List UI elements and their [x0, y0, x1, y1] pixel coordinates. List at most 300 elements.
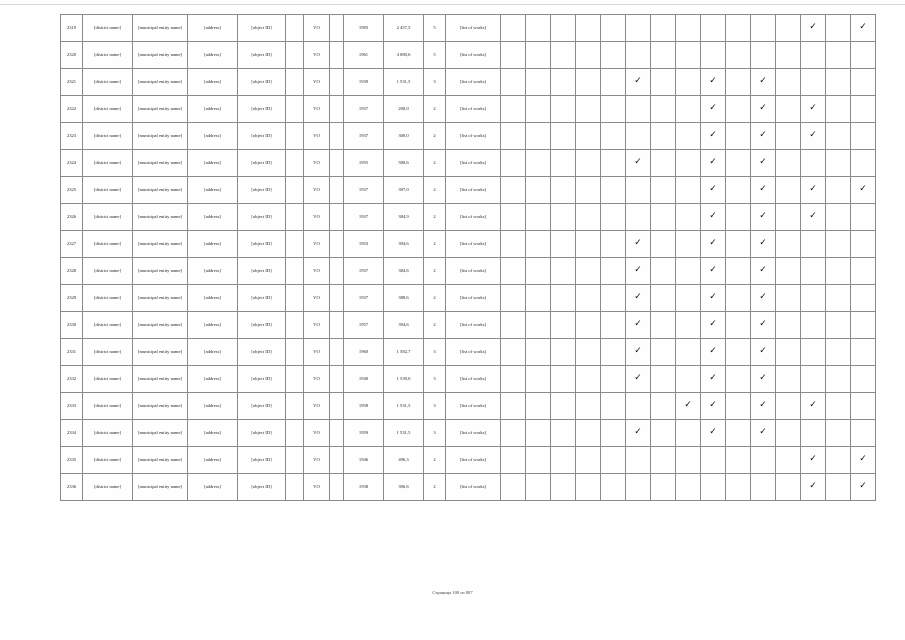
check-cell: [776, 366, 801, 393]
type-cell: VO: [304, 123, 330, 150]
row-number-cell: 2334: [61, 420, 83, 447]
check-cell: [851, 312, 876, 339]
table-row: [61, 312, 876, 339]
check-cell: [701, 393, 726, 420]
area-cell: 397,0: [384, 177, 424, 204]
check-cell: [551, 393, 576, 420]
floors-cell: 3: [424, 420, 446, 447]
address-cell: [address]: [188, 420, 238, 447]
checkmark-icon: ✓: [634, 373, 642, 384]
check-cell: [601, 15, 626, 42]
year-cell: 1983: [344, 15, 384, 42]
type-cell: VO: [304, 339, 330, 366]
type-cell: VO: [304, 42, 330, 69]
check-cell: [851, 420, 876, 447]
check-cell: [676, 420, 701, 447]
guid-cell: [object ID]: [238, 285, 286, 312]
check-cell: [651, 420, 676, 447]
table-row: [61, 177, 876, 204]
check-cell: [676, 285, 701, 312]
district-cell: [district name]: [83, 393, 133, 420]
check-cell: [801, 231, 826, 258]
check-cell: [626, 96, 651, 123]
works-cell: [list of works]: [446, 204, 501, 231]
municipality-cell: [municipal entity name]: [133, 123, 188, 150]
check-cell: [501, 15, 526, 42]
area-cell: 394,6: [384, 312, 424, 339]
empty-cell: [330, 69, 344, 96]
works-cell: [list of works]: [446, 285, 501, 312]
check-cell: [676, 258, 701, 285]
type-cell: VO: [304, 366, 330, 393]
row-number-cell: 2332: [61, 366, 83, 393]
check-cell: [776, 204, 801, 231]
checkmark-icon: ✓: [634, 346, 642, 357]
check-cell: [551, 15, 576, 42]
check-cell: [501, 123, 526, 150]
area-cell: 496,3: [384, 447, 424, 474]
check-cell: [601, 312, 626, 339]
guid-cell: [object ID]: [238, 366, 286, 393]
empty-cell: [286, 150, 304, 177]
municipality-cell: [municipal entity name]: [133, 366, 188, 393]
check-cell: [751, 312, 776, 339]
check-cell: [526, 393, 551, 420]
check-cell: [501, 96, 526, 123]
year-cell: 1937: [344, 285, 384, 312]
check-cell: [851, 69, 876, 96]
check-cell: [726, 42, 751, 69]
check-cell: [576, 42, 601, 69]
works-cell: [list of works]: [446, 258, 501, 285]
check-cell: [776, 285, 801, 312]
check-cell: [526, 69, 551, 96]
floors-cell: 5: [424, 15, 446, 42]
check-cell: [626, 366, 651, 393]
check-cell: [501, 420, 526, 447]
check-cell: [726, 123, 751, 150]
checkmark-icon: ✓: [634, 265, 642, 276]
check-cell: [776, 231, 801, 258]
municipality-cell: [municipal entity name]: [133, 96, 188, 123]
register-table: [60, 14, 876, 501]
check-cell: [626, 339, 651, 366]
check-cell: [776, 339, 801, 366]
check-cell: [576, 420, 601, 447]
check-cell: [576, 393, 601, 420]
empty-cell: [286, 285, 304, 312]
area-cell: 394,6: [384, 231, 424, 258]
type-cell: VO: [304, 393, 330, 420]
district-cell: [district name]: [83, 285, 133, 312]
checkmark-icon: ✓: [809, 400, 817, 411]
floors-cell: 2: [424, 123, 446, 150]
check-cell: [776, 69, 801, 96]
check-cell: [776, 474, 801, 501]
type-cell: VO: [304, 474, 330, 501]
check-cell: [626, 474, 651, 501]
check-cell: [701, 447, 726, 474]
works-cell: [list of works]: [446, 312, 501, 339]
check-cell: [701, 15, 726, 42]
check-cell: [801, 123, 826, 150]
municipality-cell: [municipal entity name]: [133, 420, 188, 447]
check-cell: [751, 285, 776, 312]
empty-cell: [330, 474, 344, 501]
check-cell: [551, 177, 576, 204]
area-cell: 388,6: [384, 285, 424, 312]
checkmark-icon: ✓: [809, 184, 817, 195]
empty-cell: [286, 366, 304, 393]
check-cell: [601, 150, 626, 177]
municipality-cell: [municipal entity name]: [133, 447, 188, 474]
check-cell: [701, 69, 726, 96]
checkmark-icon: ✓: [709, 130, 717, 141]
district-cell: [district name]: [83, 150, 133, 177]
check-cell: [651, 15, 676, 42]
check-cell: [726, 258, 751, 285]
guid-cell: [object ID]: [238, 69, 286, 96]
check-cell: [576, 15, 601, 42]
check-cell: [851, 447, 876, 474]
check-cell: [576, 177, 601, 204]
check-cell: [826, 366, 851, 393]
municipality-cell: [municipal entity name]: [133, 393, 188, 420]
table-row: [61, 393, 876, 420]
empty-cell: [330, 339, 344, 366]
check-cell: [526, 312, 551, 339]
address-cell: [address]: [188, 15, 238, 42]
district-cell: [district name]: [83, 15, 133, 42]
check-cell: [751, 150, 776, 177]
check-cell: [751, 366, 776, 393]
works-cell: [list of works]: [446, 231, 501, 258]
check-cell: [501, 177, 526, 204]
check-cell: [651, 177, 676, 204]
address-cell: [address]: [188, 96, 238, 123]
area-cell: 1 531,5: [384, 393, 424, 420]
address-cell: [address]: [188, 366, 238, 393]
works-cell: [list of works]: [446, 15, 501, 42]
guid-cell: [object ID]: [238, 258, 286, 285]
check-cell: [501, 366, 526, 393]
check-cell: [751, 42, 776, 69]
check-cell: [626, 42, 651, 69]
year-cell: 1937: [344, 258, 384, 285]
year-cell: 1937: [344, 177, 384, 204]
year-cell: 1953: [344, 231, 384, 258]
check-cell: [676, 96, 701, 123]
area-cell: 500,6: [384, 150, 424, 177]
check-cell: [551, 312, 576, 339]
table-row: [61, 474, 876, 501]
checkmark-icon: ✓: [759, 265, 767, 276]
works-cell: [list of works]: [446, 123, 501, 150]
check-cell: [576, 258, 601, 285]
address-cell: [address]: [188, 123, 238, 150]
checkmark-icon: ✓: [634, 76, 642, 87]
check-cell: [826, 177, 851, 204]
checkmark-icon: ✓: [809, 211, 817, 222]
check-cell: [651, 231, 676, 258]
table-row: [61, 339, 876, 366]
check-cell: [626, 123, 651, 150]
check-cell: [826, 420, 851, 447]
checkmark-icon: ✓: [759, 157, 767, 168]
empty-cell: [286, 258, 304, 285]
district-cell: [district name]: [83, 420, 133, 447]
check-cell: [651, 339, 676, 366]
check-cell: [701, 258, 726, 285]
district-cell: [district name]: [83, 231, 133, 258]
district-cell: [district name]: [83, 258, 133, 285]
check-cell: [651, 474, 676, 501]
works-cell: [list of works]: [446, 69, 501, 96]
row-number-cell: 2333: [61, 393, 83, 420]
check-cell: [501, 285, 526, 312]
check-cell: [826, 123, 851, 150]
area-cell: 384,9: [384, 204, 424, 231]
check-cell: [801, 339, 826, 366]
district-cell: [district name]: [83, 366, 133, 393]
area-cell: 384,6: [384, 258, 424, 285]
check-cell: [626, 393, 651, 420]
check-cell: [826, 96, 851, 123]
check-cell: [526, 204, 551, 231]
year-cell: 1955: [344, 150, 384, 177]
guid-cell: [object ID]: [238, 150, 286, 177]
check-cell: [826, 393, 851, 420]
check-cell: [576, 447, 601, 474]
guid-cell: [object ID]: [238, 96, 286, 123]
district-cell: [district name]: [83, 177, 133, 204]
check-cell: [576, 366, 601, 393]
check-cell: [751, 96, 776, 123]
municipality-cell: [municipal entity name]: [133, 231, 188, 258]
check-cell: [701, 177, 726, 204]
check-cell: [551, 258, 576, 285]
empty-cell: [330, 123, 344, 150]
district-cell: [district name]: [83, 474, 133, 501]
row-number-cell: 2328: [61, 258, 83, 285]
checkmark-icon: ✓: [809, 103, 817, 114]
checkmark-icon: ✓: [859, 22, 867, 33]
guid-cell: [object ID]: [238, 420, 286, 447]
checkmark-icon: ✓: [759, 319, 767, 330]
guid-cell: [object ID]: [238, 447, 286, 474]
check-cell: [651, 204, 676, 231]
row-number-cell: 2329: [61, 285, 83, 312]
check-cell: [826, 312, 851, 339]
year-cell: 1960: [344, 339, 384, 366]
check-cell: [776, 96, 801, 123]
check-cell: [776, 177, 801, 204]
municipality-cell: [municipal entity name]: [133, 15, 188, 42]
check-cell: [776, 420, 801, 447]
check-cell: [851, 231, 876, 258]
check-cell: [776, 393, 801, 420]
check-cell: [626, 69, 651, 96]
check-cell: [526, 420, 551, 447]
works-cell: [list of works]: [446, 474, 501, 501]
check-cell: [701, 96, 726, 123]
check-cell: [526, 474, 551, 501]
guid-cell: [object ID]: [238, 231, 286, 258]
check-cell: [826, 204, 851, 231]
floors-cell: 3: [424, 393, 446, 420]
checkmark-icon: ✓: [709, 238, 717, 249]
check-cell: [551, 69, 576, 96]
check-cell: [801, 204, 826, 231]
empty-cell: [330, 231, 344, 258]
check-cell: [801, 69, 826, 96]
check-cell: [801, 447, 826, 474]
check-cell: [526, 231, 551, 258]
type-cell: VO: [304, 447, 330, 474]
year-cell: 1937: [344, 123, 384, 150]
check-cell: [651, 69, 676, 96]
table-row: [61, 231, 876, 258]
check-cell: [676, 15, 701, 42]
check-cell: [801, 312, 826, 339]
check-cell: [526, 339, 551, 366]
year-cell: 1959: [344, 420, 384, 447]
checkmark-icon: ✓: [759, 76, 767, 87]
check-cell: [651, 393, 676, 420]
check-cell: [601, 177, 626, 204]
table-row: [61, 258, 876, 285]
checkmark-icon: ✓: [809, 454, 817, 465]
empty-cell: [286, 123, 304, 150]
area-cell: 200,0: [384, 96, 424, 123]
guid-cell: [object ID]: [238, 204, 286, 231]
type-cell: VO: [304, 150, 330, 177]
empty-cell: [286, 420, 304, 447]
check-cell: [776, 447, 801, 474]
municipality-cell: [municipal entity name]: [133, 42, 188, 69]
checkmark-icon: ✓: [709, 184, 717, 195]
check-cell: [601, 258, 626, 285]
check-cell: [551, 474, 576, 501]
page-footer: Страница 100 из 807: [432, 590, 473, 595]
type-cell: VO: [304, 420, 330, 447]
checkmark-icon: ✓: [709, 292, 717, 303]
checkmark-icon: ✓: [759, 238, 767, 249]
floors-cell: 2: [424, 447, 446, 474]
empty-cell: [330, 312, 344, 339]
check-cell: [751, 474, 776, 501]
check-cell: [651, 447, 676, 474]
check-cell: [651, 123, 676, 150]
check-cell: [651, 42, 676, 69]
table-row: [61, 420, 876, 447]
empty-cell: [286, 177, 304, 204]
guid-cell: [object ID]: [238, 474, 286, 501]
floors-cell: 2: [424, 96, 446, 123]
checkmark-icon: ✓: [759, 400, 767, 411]
check-cell: [551, 96, 576, 123]
check-cell: [826, 150, 851, 177]
check-cell: [701, 42, 726, 69]
check-cell: [501, 69, 526, 96]
checkmark-icon: ✓: [634, 157, 642, 168]
checkmark-icon: ✓: [759, 184, 767, 195]
year-cell: 1938: [344, 474, 384, 501]
table-row: [61, 15, 876, 42]
empty-cell: [330, 177, 344, 204]
check-cell: [601, 96, 626, 123]
works-cell: [list of works]: [446, 447, 501, 474]
check-cell: [701, 150, 726, 177]
works-cell: [list of works]: [446, 42, 501, 69]
check-cell: [601, 69, 626, 96]
guid-cell: [object ID]: [238, 393, 286, 420]
check-cell: [726, 447, 751, 474]
check-cell: [526, 177, 551, 204]
check-cell: [501, 393, 526, 420]
works-cell: [list of works]: [446, 420, 501, 447]
check-cell: [676, 447, 701, 474]
check-cell: [826, 258, 851, 285]
guid-cell: [object ID]: [238, 339, 286, 366]
checkmark-icon: ✓: [759, 103, 767, 114]
district-cell: [district name]: [83, 339, 133, 366]
check-cell: [851, 393, 876, 420]
checkmark-icon: ✓: [759, 292, 767, 303]
check-cell: [726, 69, 751, 96]
municipality-cell: [municipal entity name]: [133, 339, 188, 366]
guid-cell: [object ID]: [238, 123, 286, 150]
check-cell: [676, 177, 701, 204]
check-cell: [701, 204, 726, 231]
check-cell: [751, 258, 776, 285]
empty-cell: [330, 96, 344, 123]
check-cell: [726, 366, 751, 393]
check-cell: [726, 420, 751, 447]
check-cell: [676, 231, 701, 258]
checkmark-icon: ✓: [709, 76, 717, 87]
address-cell: [address]: [188, 42, 238, 69]
type-cell: VO: [304, 15, 330, 42]
check-cell: [826, 15, 851, 42]
check-cell: [726, 96, 751, 123]
check-cell: [826, 69, 851, 96]
checkmark-icon: ✓: [709, 400, 717, 411]
check-cell: [526, 123, 551, 150]
empty-cell: [330, 285, 344, 312]
check-cell: [501, 150, 526, 177]
check-cell: [851, 150, 876, 177]
check-cell: [651, 150, 676, 177]
empty-cell: [286, 204, 304, 231]
check-cell: [676, 42, 701, 69]
row-number-cell: 2335: [61, 447, 83, 474]
check-cell: [526, 258, 551, 285]
check-cell: [751, 123, 776, 150]
row-number-cell: 2322: [61, 96, 83, 123]
type-cell: VO: [304, 312, 330, 339]
check-cell: [801, 420, 826, 447]
row-number-cell: 2330: [61, 312, 83, 339]
municipality-cell: [municipal entity name]: [133, 150, 188, 177]
check-cell: [551, 366, 576, 393]
type-cell: VO: [304, 204, 330, 231]
table-row: [61, 366, 876, 393]
row-number-cell: 2331: [61, 339, 83, 366]
check-cell: [501, 312, 526, 339]
check-cell: [576, 339, 601, 366]
check-cell: [726, 15, 751, 42]
